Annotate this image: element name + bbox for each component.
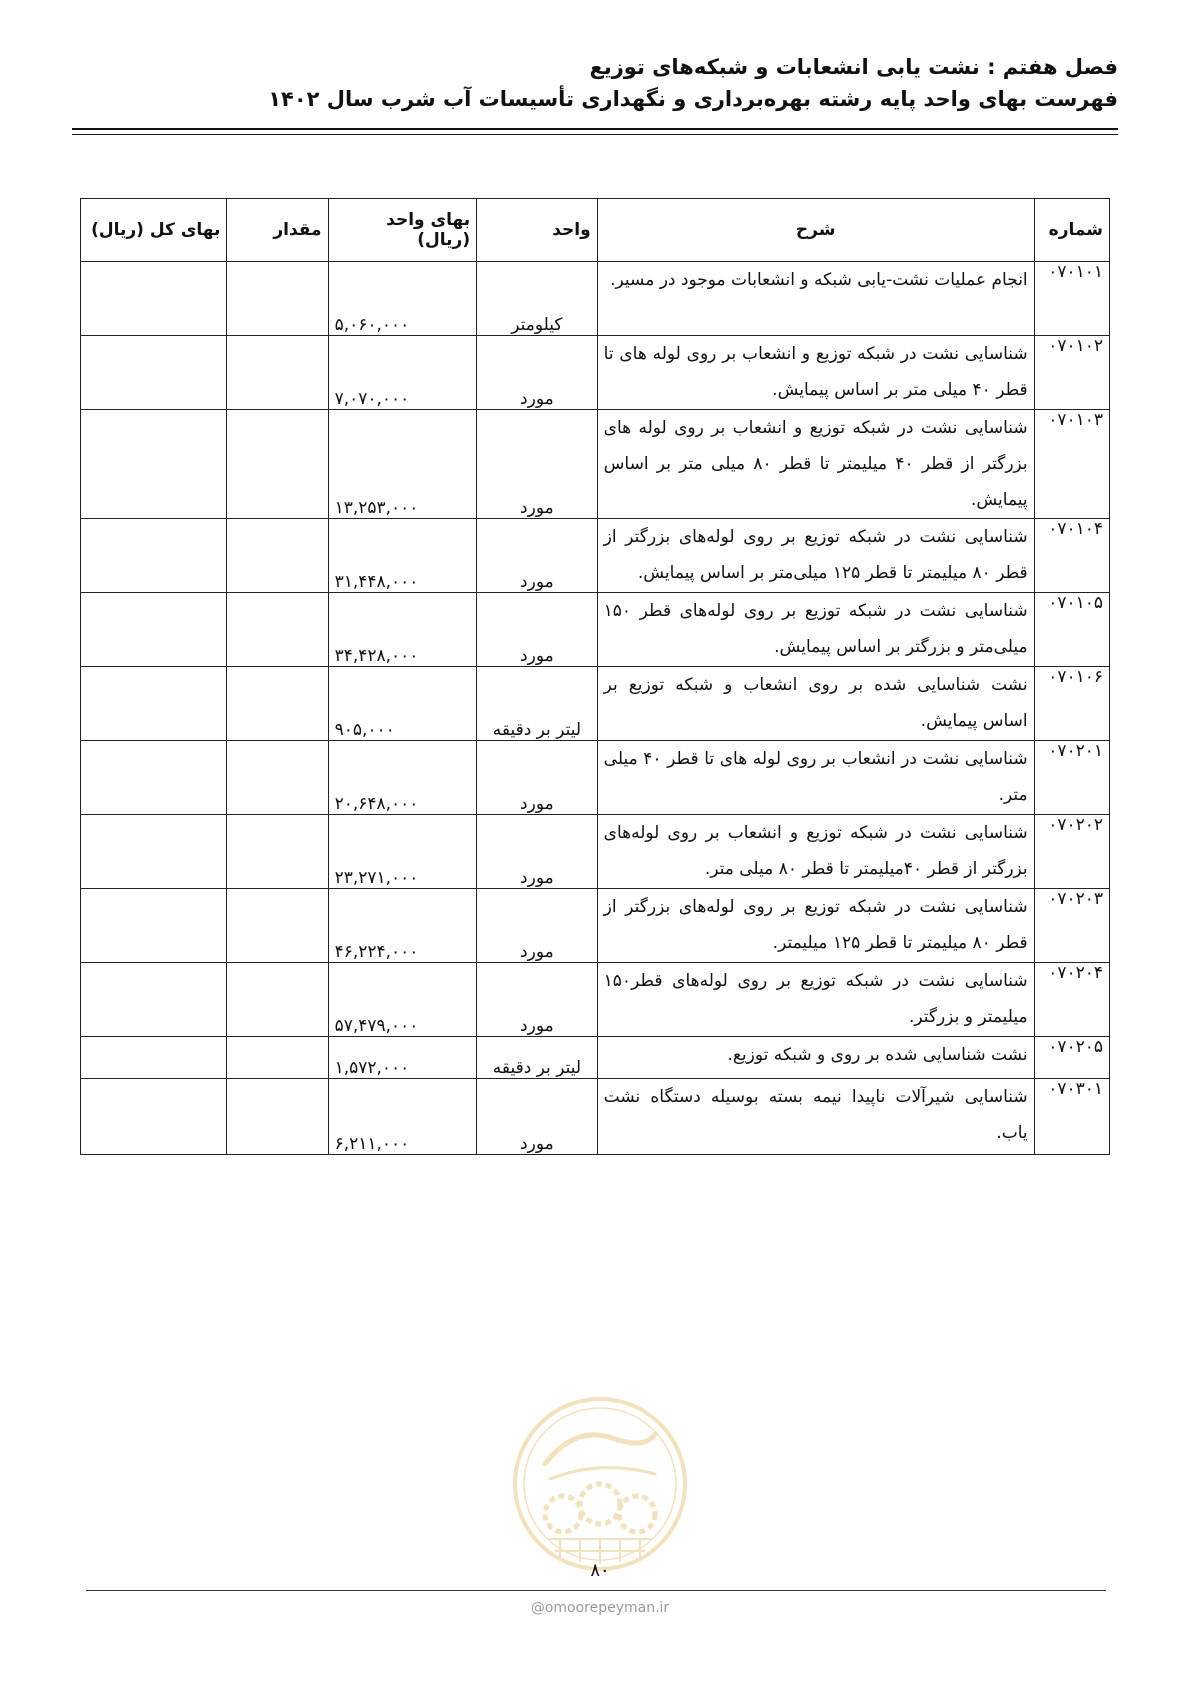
item-code: ۰۷۰۱۰۶	[1034, 667, 1109, 741]
price-list-table	[80, 198, 1110, 1155]
table-row	[81, 741, 1110, 815]
footer-divider	[86, 1590, 1106, 1591]
item-unit-price: ۳۴,۴۲۸,۰۰۰	[328, 593, 477, 667]
item-total-price	[81, 410, 227, 519]
header-divider-thin	[72, 134, 1118, 135]
item-unit-price: ۱,۵۷۲,۰۰۰	[328, 1037, 477, 1079]
item-quantity	[227, 1037, 328, 1079]
column-header-code: شماره	[1034, 199, 1109, 262]
item-quantity	[227, 262, 328, 336]
item-code: ۰۷۰۲۰۵	[1034, 1037, 1109, 1079]
item-code: ۰۷۰۲۰۲	[1034, 815, 1109, 889]
item-quantity	[227, 593, 328, 667]
item-unit-price: ۹۰۵,۰۰۰	[328, 667, 477, 741]
table-row	[81, 262, 1110, 336]
item-total-price	[81, 1079, 227, 1155]
page-number: ۸۰	[590, 1560, 610, 1581]
table-row	[81, 963, 1110, 1037]
item-description: نشت شناسایی شده بر روی انشعاب و شبکه توزیع بر اساس پیمایش.	[597, 667, 1034, 741]
item-unit: مورد	[477, 741, 598, 815]
item-code: ۰۷۰۲۰۱	[1034, 741, 1109, 815]
item-unit: مورد	[477, 815, 598, 889]
item-unit: مورد	[477, 336, 598, 410]
item-unit-price: ۱۳,۲۵۳,۰۰۰	[328, 410, 477, 519]
item-description: شناسایی نشت در شبکه توزیع و انشعاب بر روی لوله های بزرگتر از قطر ۴۰ میلیمتر تا قطر ۸۰ میلی متر بر اساس پیمایش.	[597, 410, 1034, 519]
table-row	[81, 593, 1110, 667]
item-unit: مورد	[477, 963, 598, 1037]
item-total-price	[81, 1037, 227, 1079]
item-unit-price: ۵,۰۶۰,۰۰۰	[328, 262, 477, 336]
item-unit-price: ۵۷,۴۷۹,۰۰۰	[328, 963, 477, 1037]
item-quantity	[227, 336, 328, 410]
item-description: انجام عملیات نشت-یابی شبکه و انشعابات موجود در مسیر.	[597, 262, 1034, 336]
item-quantity	[227, 1079, 328, 1155]
column-header-unit-price: بهای واحد (ریال)	[328, 199, 477, 262]
book-title: فهرست بهای واحد پایه رشته بهره‌برداری و نگهداری تأسیسات آب شرب سال ۱۴۰۲	[268, 87, 1118, 111]
item-code: ۰۷۰۱۰۳	[1034, 410, 1109, 519]
item-unit-price: ۳۱,۴۴۸,۰۰۰	[328, 519, 477, 593]
table-row	[81, 889, 1110, 963]
item-quantity	[227, 741, 328, 815]
item-quantity	[227, 667, 328, 741]
item-description: شناسایی نشت در شبکه توزیع بر روی لوله‌های بزرگتر از قطر ۸۰ میلیمتر تا قطر ۱۲۵ میلیمتر.	[597, 889, 1034, 963]
item-description: شناسایی شیرآلات ناپیدا نیمه بسته بوسیله دستگاه نشت یاب.	[597, 1079, 1034, 1155]
item-unit: لیتر بر دقیقه	[477, 1037, 598, 1079]
item-total-price	[81, 519, 227, 593]
item-unit: مورد	[477, 1079, 598, 1155]
item-description: شناسایی نشت در شبکه توزیع بر روی لوله‌های قطر۱۵۰ میلیمتر و بزرگتر.	[597, 963, 1034, 1037]
item-description: شناسایی نشت در انشعاب بر روی لوله های تا قطر ۴۰ میلی متر.	[597, 741, 1034, 815]
item-quantity	[227, 815, 328, 889]
item-unit: مورد	[477, 519, 598, 593]
table-row	[81, 815, 1110, 889]
item-description: شناسایی نشت در شبکه توزیع و انشعاب بر روی لوله‌های بزرگتر از قطر ۴۰میلیمتر تا قطر ۸۰ میلی متر.	[597, 815, 1034, 889]
table-row	[81, 519, 1110, 593]
item-total-price	[81, 336, 227, 410]
item-total-price	[81, 963, 227, 1037]
item-total-price	[81, 667, 227, 741]
item-total-price	[81, 593, 227, 667]
item-description: شناسایی نشت در شبکه توزیع بر روی لوله‌های بزرگتر از قطر ۸۰ میلیمتر تا قطر ۱۲۵ میلی‌متر بر اساس پیمایش.	[597, 519, 1034, 593]
column-header-total-price: بهای کل (ریال)	[81, 199, 227, 262]
item-unit-price: ۶,۲۱۱,۰۰۰	[328, 1079, 477, 1155]
column-header-quantity: مقدار	[227, 199, 328, 262]
item-total-price	[81, 889, 227, 963]
item-total-price	[81, 741, 227, 815]
item-code: ۰۷۰۲۰۳	[1034, 889, 1109, 963]
footer-website: @omoorepeyman.ir	[530, 1600, 670, 1616]
chapter-title: فصل هفتم : نشت یابی انشعابات و شبکه‌های توزیع	[589, 55, 1118, 79]
item-total-price	[81, 262, 227, 336]
item-unit-price: ۴۶,۲۲۴,۰۰۰	[328, 889, 477, 963]
item-code: ۰۷۰۱۰۵	[1034, 593, 1109, 667]
table-row	[81, 1079, 1110, 1155]
watermark-seal-logo	[505, 1394, 695, 1574]
item-unit: مورد	[477, 593, 598, 667]
item-code: ۰۷۰۱۰۱	[1034, 262, 1109, 336]
table-row	[81, 410, 1110, 519]
item-description: شناسایی نشت در شبکه توزیع و انشعاب بر روی لوله های تا قطر ۴۰ میلی متر بر اساس پیمایش.	[597, 336, 1034, 410]
item-quantity	[227, 963, 328, 1037]
item-unit: کیلومتر	[477, 262, 598, 336]
item-description: شناسایی نشت در شبکه توزیع بر روی لوله‌های قطر ۱۵۰ میلی‌متر و بزرگتر بر اساس پیمایش.	[597, 593, 1034, 667]
item-code: ۰۷۰۱۰۴	[1034, 519, 1109, 593]
page-header	[72, 52, 1118, 114]
item-code: ۰۷۰۳۰۱	[1034, 1079, 1109, 1155]
item-total-price	[81, 815, 227, 889]
table-row	[81, 336, 1110, 410]
item-quantity	[227, 519, 328, 593]
table-row	[81, 667, 1110, 741]
item-code: ۰۷۰۱۰۲	[1034, 336, 1109, 410]
item-unit: مورد	[477, 889, 598, 963]
header-divider	[72, 128, 1118, 130]
column-header-description: شرح	[597, 199, 1034, 262]
item-description: نشت شناسایی شده بر روی و شبکه توزیع.	[597, 1037, 1034, 1079]
item-unit-price: ۲۰,۶۴۸,۰۰۰	[328, 741, 477, 815]
item-unit: لیتر بر دقیقه	[477, 667, 598, 741]
item-quantity	[227, 889, 328, 963]
column-header-unit: واحد	[477, 199, 598, 262]
item-quantity	[227, 410, 328, 519]
item-code: ۰۷۰۲۰۴	[1034, 963, 1109, 1037]
table-row	[81, 1037, 1110, 1079]
table-header-row	[81, 199, 1110, 262]
item-unit-price: ۷,۰۷۰,۰۰۰	[328, 336, 477, 410]
item-unit-price: ۲۳,۲۷۱,۰۰۰	[328, 815, 477, 889]
item-unit: مورد	[477, 410, 598, 519]
